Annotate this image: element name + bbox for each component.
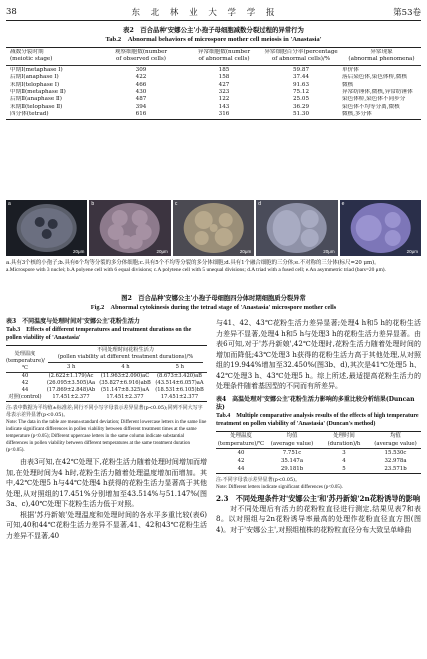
table-cell: 40 (21, 373, 29, 379)
table4-title-cn: 表4 高温处理对'安娜公主'花粉生活力影响的多重比较分析结果(Duncan法) (216, 395, 415, 411)
table-cell: 309 (135, 66, 147, 73)
table-cell: 17.451±2.377 (52, 394, 90, 400)
figure2-caption-en: Fig.2 Abnormal cytokinesis during the tetrad stage of 'Anastasia' microspore mother cells (90, 304, 337, 311)
table-cell: 394 (135, 103, 147, 110)
table4-title-en: Tab.4 Multiple comparative analysis results of the effects of high temperature treatment on pollen viability of 'Anastasia' (Duncan's method) (216, 412, 419, 427)
table2-header-cell: 减数分裂时期 (meiotic stage) (10, 49, 53, 63)
table-cell: 75.12 (292, 89, 309, 96)
figure-panel-c (173, 200, 254, 256)
table-cell: (2.622±1.179)Ac (48, 373, 94, 379)
table-cell: 158 (218, 74, 230, 81)
table-row (6, 380, 207, 387)
table4-note-cn: 注:不同字母表示差异显著(p<0.05)。 (216, 476, 301, 483)
table-row (216, 465, 421, 473)
table-cell: 323 (218, 89, 230, 96)
table-bottom-rule (216, 473, 421, 474)
table-cell: 42 (21, 380, 29, 386)
table-cell: 异常纺锤体,微核,异常纺锤体 (342, 89, 413, 96)
table-cell: 35.147a (280, 457, 304, 464)
table4-body (216, 449, 421, 473)
table4-note (216, 477, 421, 491)
table-cell: 7.751c (282, 449, 302, 456)
table-cell: (11.963±2.090)aC (100, 373, 150, 379)
microspore-image (6, 200, 87, 256)
table3 (6, 345, 207, 454)
table-row (6, 82, 421, 89)
table-cell: 后期Ⅱ(anaphase Ⅱ) (10, 96, 62, 103)
table3-body (6, 373, 207, 401)
table-cell: 185 (218, 66, 230, 73)
table-bottom-rule (6, 119, 421, 120)
table3-header-row (6, 346, 207, 372)
table-row (6, 96, 421, 103)
table-cell: (26.095±3.505)Aa (46, 380, 96, 386)
table-cell: 44 (21, 387, 29, 393)
table-cell: 44 (237, 465, 245, 472)
table-cell: 中期Ⅰ(metaphase Ⅰ) (10, 66, 63, 73)
panel-label: b (91, 201, 95, 207)
scale-bar-label: 20μm (323, 249, 335, 254)
left-body-text (6, 457, 207, 541)
table4-note-en: Note: Different letters indicate significant differences (p<0.05). (216, 484, 343, 490)
section-body-text (216, 504, 421, 536)
table4-header-cell: 均值 (average value) (270, 432, 314, 447)
figure2-panels (6, 200, 421, 256)
table-cell: 15.530c (384, 449, 407, 456)
table-cell: 91.63 (292, 81, 309, 88)
page-number: 38 (6, 7, 17, 17)
table-cell: (8.673±3.420)aB (156, 373, 202, 379)
table-cell: 430 (135, 89, 147, 96)
triad-image (256, 200, 337, 256)
table-row (6, 394, 207, 401)
table3-note (6, 405, 207, 454)
table3-title-cn: 表3 不同温度与处理时间对'安娜公主'花粉生活力 (6, 318, 140, 325)
table-row (6, 104, 421, 111)
polyad-image (89, 200, 170, 256)
table3-note-cn: 注:表中数据为平均值±标准差;同行不同小写字母表示差异显著(p<0.05);同列不同大写字母表示差异显著(p<0.05)。 (6, 405, 203, 418)
volume-label: 第53卷 (393, 8, 421, 18)
table3-note-en: Note: The data in the table are mean±standard deviation; Different lowercase letters in the same line indicate significant differences in pollen viability between different treatment times at the same temperature (p<0.05); Different uppercase letters in the same column indicate substantial differences in pollen viability between different temperatures at the same treatment duration (p<0.05). (6, 420, 207, 453)
right-body-text (216, 318, 421, 392)
figure2-note-en: a.Microspore with 3 nuclei; b.A polyene cell with 6 equal divisions; c.A polytene cell with 5 unequal divisions; d.A triad with a fused cell; e.An asymmetric triad (bars=20 μm). (6, 267, 386, 274)
table-cell: 后期Ⅰ(anaphase Ⅰ) (10, 74, 59, 81)
triad-image (340, 200, 421, 256)
table-cell: 143 (218, 103, 230, 110)
paragraph: 根据'苏丹新娘'处理温度和处理时间的各水平多重比较(表6)可知,40和44℃花粉生活力差异不显著,41、42和43℃花粉生活力差异不显著,40 (6, 510, 207, 540)
paragraph: 由表3可知,在42℃处理下,花粉生活力随着处理时间增加而增加,在处理时间为4 h时,花粉生活力随着处理温度增加而增加。其中,42℃处理5 h与44℃处理4 h获得的花粉生活力显著高于其他处理,从对照组的17.451%分别增加至43.514%与51.147%(图3a、c),40℃处理下花粉生活力低于对照。 (6, 458, 207, 508)
table-cell: 122 (218, 96, 230, 103)
table4-header-cell: 处理时间 (duration)/h (327, 432, 361, 447)
figure-panel-b (89, 200, 170, 256)
table-cell: 59.87 (292, 66, 309, 73)
scale-bar-label: 20μm (156, 249, 168, 254)
figure2-caption (6, 294, 421, 312)
panel-label: e (341, 201, 345, 207)
table2 (6, 47, 421, 120)
table-cell: 316 (218, 111, 230, 118)
table3-header-group: 不同处理时间花粉生活力 (pollen viability at different treatment durations)/% 3 h 4 h 5 h (44, 347, 207, 372)
table2-header-cell: 异常细胞数(number of abnormal cells) (197, 49, 251, 63)
table-cell: 422 (135, 74, 147, 81)
table-cell: 17.451±2.377 (160, 394, 199, 400)
table-cell: 中期Ⅱ(metaphase Ⅱ) (10, 89, 66, 96)
running-header (6, 5, 421, 19)
table2-header-cell: 异常现象 (abnormal phenomena) (348, 49, 415, 63)
section-heading: 2.3 不同处理条件对'安娜公主'和'苏丹新娘'2n花粉诱导的影响 (216, 493, 421, 503)
panel-label: d (258, 201, 261, 207)
table-cell: 17.451±2.377 (106, 394, 144, 400)
table2-title-en: Tab.2 Abnormal behaviors of microspore mother cell meiosis in 'Anastasia' (105, 36, 322, 43)
table-row (6, 89, 421, 96)
table-cell: 42 (237, 457, 245, 464)
table-cell: 微核 (342, 81, 354, 88)
table-row (216, 449, 421, 457)
table4-header-row (216, 432, 421, 448)
table-cell: 微核,多分体 (342, 111, 372, 118)
table2-body (6, 66, 421, 119)
scale-bar-label: 20μm (73, 249, 85, 254)
journal-title: 东 北 林 业 大 学 学 报 (131, 8, 279, 18)
scale-bar-label: 20μm (406, 249, 419, 254)
table-cell: 23.571b (384, 465, 407, 472)
table-row (6, 387, 207, 394)
table-cell: 427 (218, 81, 230, 88)
figure2-note-cn: a.具有3个核的小孢子;b.具有6个均等分裂的多分体细胞;c.具有5个不均等分裂的多分体细胞;d.具有1个融合细胞的三分体;e.不对称的三分体(标尺=20 μm)。 (6, 260, 380, 266)
table-cell: (35.827±6.916)abB (99, 380, 151, 386)
figure-panel-e (340, 200, 421, 256)
table-cell: 29.181b (280, 465, 304, 472)
table4 (216, 431, 421, 491)
figure-panel-a (6, 200, 87, 256)
table-cell: 487 (135, 96, 147, 103)
table-cell: 单价体 (342, 66, 359, 73)
table-cell: (17.869±2.848)Ab (46, 387, 96, 393)
panel-label: c (174, 201, 178, 207)
table-row (6, 74, 421, 81)
table-cell: 3 (342, 449, 346, 456)
table-row (216, 457, 421, 465)
table4-header-cell: 处理温度 (temperature)/℃ (217, 432, 265, 447)
table2-caption (6, 26, 421, 44)
figure-panel-d (256, 200, 337, 256)
table-cell: 36.29 (292, 103, 309, 110)
table-cell: 染色体不均等分离,微核 (342, 103, 400, 110)
scale-bar-label: 20μm (239, 249, 252, 254)
table-cell: 四分体(tetrad) (10, 111, 49, 118)
table-cell: 40 (237, 449, 245, 456)
table-cell: 5 (342, 465, 346, 472)
table-cell: 落后染色体,染色体桥,微核 (342, 74, 408, 81)
table3-caption (6, 318, 207, 342)
left-column (6, 318, 207, 541)
table-cell: (43.514±6.057)aA (155, 380, 204, 386)
table-cell: 25.05 (292, 96, 309, 103)
table-row (6, 67, 421, 74)
table-cell: 染色体桥,染色体不同步分 (342, 96, 406, 103)
table-cell: 466 (135, 81, 147, 88)
table-cell: 37.44 (292, 74, 309, 81)
paragraph: 与41、42、43℃花粉生活力差异显著;处理4 h和5 h的花粉生活力差异不显著,处理4 h和5 h与处理3 h的花粉生活力差异显著。由表6可知,对于'苏丹新娘',42℃处理时,花粉生活力随着处理时间的增加而降低;43℃处理3 h获得的花粉生活力高于其他处理,从对照组的19.944%增加至32.450%(图3b、d),其次是41℃处理5 h、42℃处理3 h、43℃处理5 h。综上所述,最适提高花粉生活力的处理条件随着基因型的不同而有所差异。 (216, 319, 421, 390)
polyad-image (173, 200, 254, 256)
table-cell: 4 (342, 457, 346, 464)
figure2-note (6, 260, 421, 275)
header-rule (6, 20, 421, 21)
paragraph: 对不同处理后有活力的花粉粒直径进行测定,结果见表7和表8。以对照组与2n花粉诱导率最高的处理作花粉直径直方图(图4)。对于'安娜公主',对照组植株的花粉粒直径分布大致呈单峰曲 (216, 504, 421, 534)
table-cell: 32.978a (384, 457, 407, 464)
table2-header-row (6, 48, 421, 65)
table-cell: (51.147±8.325)aA (100, 387, 150, 393)
table-cell: 末期Ⅱ(telophase Ⅱ) (10, 103, 63, 110)
table-bottom-rule (6, 401, 207, 402)
right-column (216, 318, 421, 535)
table2-header-cell: 观察细胞数(number of observed cells) (114, 49, 168, 63)
figure2-caption-cn: 图2 百合品种'安娜公主'小孢子母细胞四分体时期细胞质分裂异常 (121, 295, 306, 302)
table3-header-cell: 处理温度 (temperature)/℃ (6, 351, 45, 371)
table-cell: 末期Ⅰ(telophase Ⅰ) (10, 81, 60, 88)
table2-title-cn: 表2 百合品种'安娜公主'小孢子母细胞减数分裂过程的异常行为 (123, 26, 304, 34)
table2-header-cell: 异常细胞百分率(percentage of abnormal cells)/% (264, 49, 338, 63)
panel-label: a (8, 201, 11, 207)
table-row (6, 373, 207, 380)
table-cell: 对照(control) (8, 394, 42, 400)
table3-title-en: Tab.3 Effects of different temperatures and treatment durations on the pollen viability of 'Anastasia' (6, 327, 192, 341)
table-cell: 616 (135, 111, 147, 118)
table-row (6, 111, 421, 118)
table4-header-cell: 均值 (average value) (374, 432, 417, 447)
table4-caption (216, 396, 421, 428)
table-cell: 51.30 (292, 111, 309, 118)
table-cell: (18.531±6.105)bB (155, 387, 204, 393)
